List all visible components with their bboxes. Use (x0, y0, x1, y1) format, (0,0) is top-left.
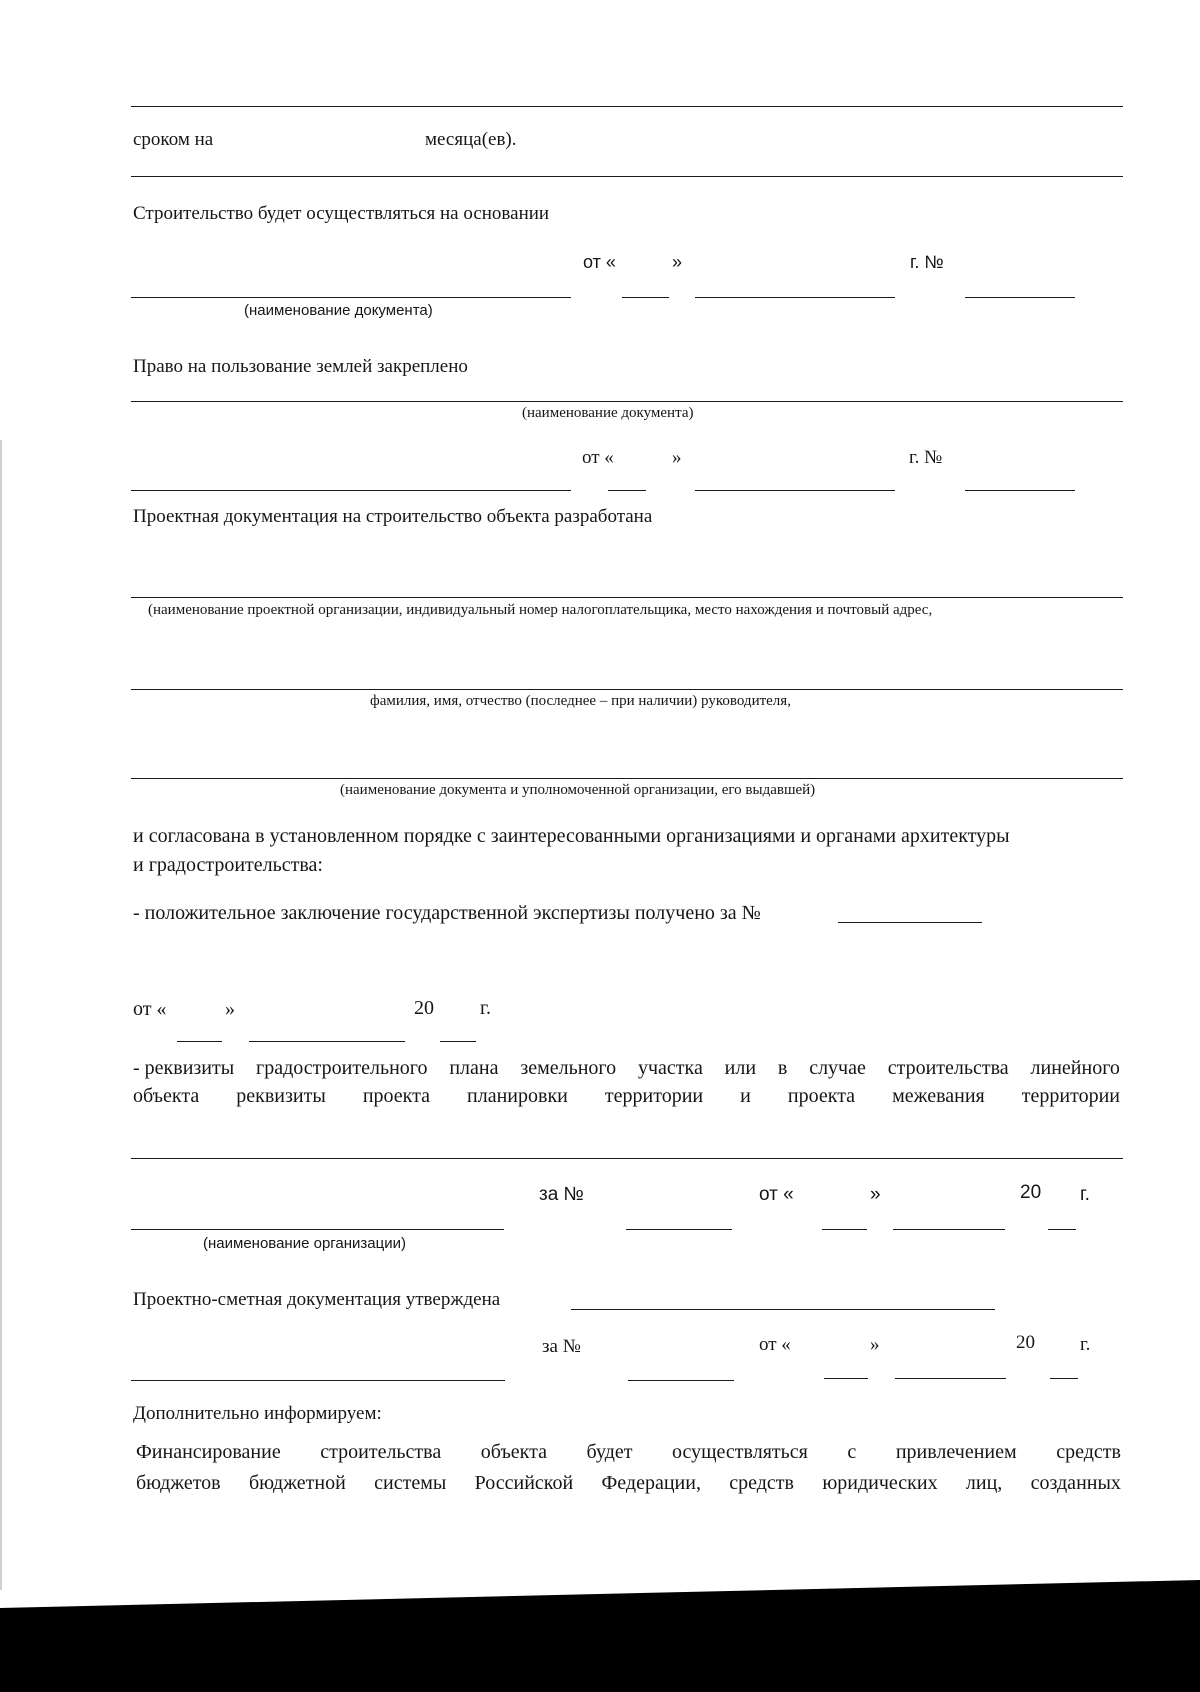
gpzu-requisites-field (131, 1158, 1123, 1159)
construction-basis-year-no: г. № (910, 252, 944, 272)
gpzu-line-2 (133, 1085, 1120, 1108)
term-label: сроком на (133, 129, 214, 150)
expertise-year-prefix: 20 (414, 997, 434, 1019)
gpzu-line-2-word: и (740, 1085, 751, 1107)
gpzu-line-2-word: проекта (362, 1085, 430, 1107)
gpzu-line-2-word: планировки (467, 1085, 568, 1107)
land-right-day-field (608, 490, 646, 491)
land-right-left-field (131, 490, 571, 491)
project-docs-caption-org: (наименование проектной организации, индивидуальный номер налогоплательщика, место нахождения и почтовый адрес, (148, 602, 933, 618)
land-right-month-field (695, 490, 895, 491)
financing-line-2-word: системы (374, 1472, 447, 1494)
estimate-docs-text: Проектно-сметная документация утверждена (133, 1289, 501, 1310)
gpzu-line-1-word: линейного (1030, 1057, 1120, 1079)
financing-line-1-word: привлечением (895, 1441, 1017, 1463)
gpzu-line-1-word: участка (637, 1057, 703, 1079)
gpzu-from: от « (759, 1184, 794, 1205)
scan-left-edge (0, 440, 2, 1590)
financing-line-2-word: лиц, (965, 1472, 1003, 1494)
gpzu-line-1-word: плана (449, 1057, 499, 1079)
additional-info-text: Дополнительно информируем: (133, 1403, 382, 1424)
gpzu-line-1-word: строительства (887, 1057, 1009, 1079)
gpzu-organization-field (131, 1229, 504, 1230)
expertise-number-field (838, 922, 982, 923)
gpzu-quote-close: » (870, 1184, 881, 1205)
estimate-number-label: за № (542, 1336, 581, 1357)
gpzu-line-1-word: или (724, 1057, 757, 1079)
financing-line-1-word: с (847, 1441, 857, 1463)
financing-line-2-word: средств (729, 1472, 794, 1494)
construction-basis-number-field (965, 297, 1075, 298)
estimate-docs-field (571, 1309, 995, 1310)
gpzu-line-2-word: межевания (892, 1085, 985, 1107)
construction-basis-quote-close: » (672, 252, 683, 272)
financing-line-2-word: созданных (1030, 1472, 1121, 1494)
construction-basis-document-field (131, 297, 571, 298)
expertise-from: от « (133, 998, 167, 1020)
gpzu-month-field (893, 1229, 1005, 1230)
construction-basis-from: от « (583, 252, 616, 272)
expertise-year-suffix: г. (480, 997, 491, 1019)
expertise-year-field (440, 1041, 476, 1042)
gpzu-line-2-word: территории (1021, 1085, 1120, 1107)
land-right-quote-close: » (672, 447, 682, 468)
land-right-caption: (наименование документа) (522, 405, 694, 421)
approval-line-1: и согласована в установленном порядке с заинтересованными организациями и органами архитектуры (133, 825, 1010, 847)
gpzu-line-1-word: - реквизиты (133, 1057, 235, 1079)
gpzu-line-1-word: земельного (520, 1057, 617, 1079)
rule-top (131, 106, 1123, 107)
gpzu-line-2-word: проекта (787, 1085, 856, 1107)
estimate-year-prefix: 20 (1016, 1332, 1035, 1353)
gpzu-day-field (822, 1229, 867, 1230)
construction-basis-month-field (695, 297, 895, 298)
rule-term (131, 176, 1123, 177)
financing-line-2-word: бюджетов (136, 1472, 221, 1494)
financing-line-2 (136, 1472, 1121, 1495)
project-docs-org-field (131, 597, 1123, 598)
gpzu-number-label: за № (539, 1184, 584, 1205)
project-docs-head-field (131, 689, 1123, 690)
estimate-month-field (895, 1378, 1006, 1379)
project-docs-license-field (131, 778, 1123, 779)
expertise-text: - положительное заключение государственной экспертизы получено за № (133, 902, 761, 924)
gpzu-line-1 (133, 1057, 1120, 1080)
financing-line-1-word: будет (586, 1441, 633, 1463)
expertise-day-field (177, 1041, 222, 1042)
gpzu-line-1-word: случае (809, 1057, 866, 1079)
construction-basis-caption: (наименование документа) (244, 302, 433, 319)
gpzu-year-suffix: г. (1080, 1184, 1090, 1205)
financing-line-2-word: Федерации, (601, 1472, 701, 1494)
financing-line-1-word: объекта (480, 1441, 547, 1463)
gpzu-line-2-word: реквизиты (236, 1085, 326, 1107)
gpzu-line-1-word: градостроительного (256, 1057, 428, 1079)
estimate-org-field (131, 1380, 505, 1381)
gpzu-caption: (наименование организации) (203, 1235, 406, 1252)
construction-basis-day-field (622, 297, 669, 298)
project-docs-caption-head: фамилия, имя, отчество (последнее – при наличии) руководителя, (370, 693, 791, 709)
estimate-quote-close: » (870, 1334, 880, 1355)
term-unit: месяца(ев). (425, 129, 517, 150)
construction-basis-text: Строительство будет осуществляться на основании (133, 203, 550, 224)
gpzu-number-field (626, 1229, 732, 1230)
estimate-year-field (1050, 1378, 1078, 1379)
financing-line-2-word: бюджетной (248, 1472, 346, 1494)
project-docs-caption-license: (наименование документа и уполномоченной организации, его выдавшей) (340, 782, 816, 798)
gpzu-year-field (1048, 1229, 1076, 1230)
scan-dark-border (0, 1580, 1200, 1692)
gpzu-line-2-word: территории (604, 1085, 704, 1107)
financing-line-1-word: осуществляться (672, 1441, 808, 1463)
estimate-number-field (628, 1380, 734, 1381)
financing-line-1-word: Финансирование (136, 1441, 281, 1463)
land-right-from: от « (582, 447, 614, 468)
financing-line-1-word: строительства (320, 1441, 442, 1463)
financing-line-1-word: средств (1056, 1441, 1121, 1463)
gpzu-year-prefix: 20 (1020, 1182, 1042, 1203)
approval-line-2: и градостроительства: (133, 854, 323, 876)
financing-line-2-word: Российской (474, 1472, 574, 1494)
estimate-day-field (824, 1378, 868, 1379)
expertise-quote-close: » (225, 998, 235, 1020)
land-right-year-no: г. № (909, 447, 943, 468)
financing-line-1 (136, 1441, 1121, 1464)
expertise-month-field (249, 1041, 405, 1042)
financing-line-2-word: юридических (822, 1472, 938, 1494)
project-docs-text: Проектная документация на строительство объекта разработана (133, 506, 653, 527)
estimate-from: от « (759, 1334, 791, 1355)
land-right-number-field (965, 490, 1075, 491)
gpzu-line-1-word: в (777, 1057, 788, 1079)
land-right-text: Право на пользование землей закреплено (133, 356, 468, 377)
estimate-year-suffix: г. (1080, 1334, 1091, 1355)
gpzu-line-2-word: объекта (133, 1085, 200, 1107)
land-right-document-field (131, 401, 1123, 402)
